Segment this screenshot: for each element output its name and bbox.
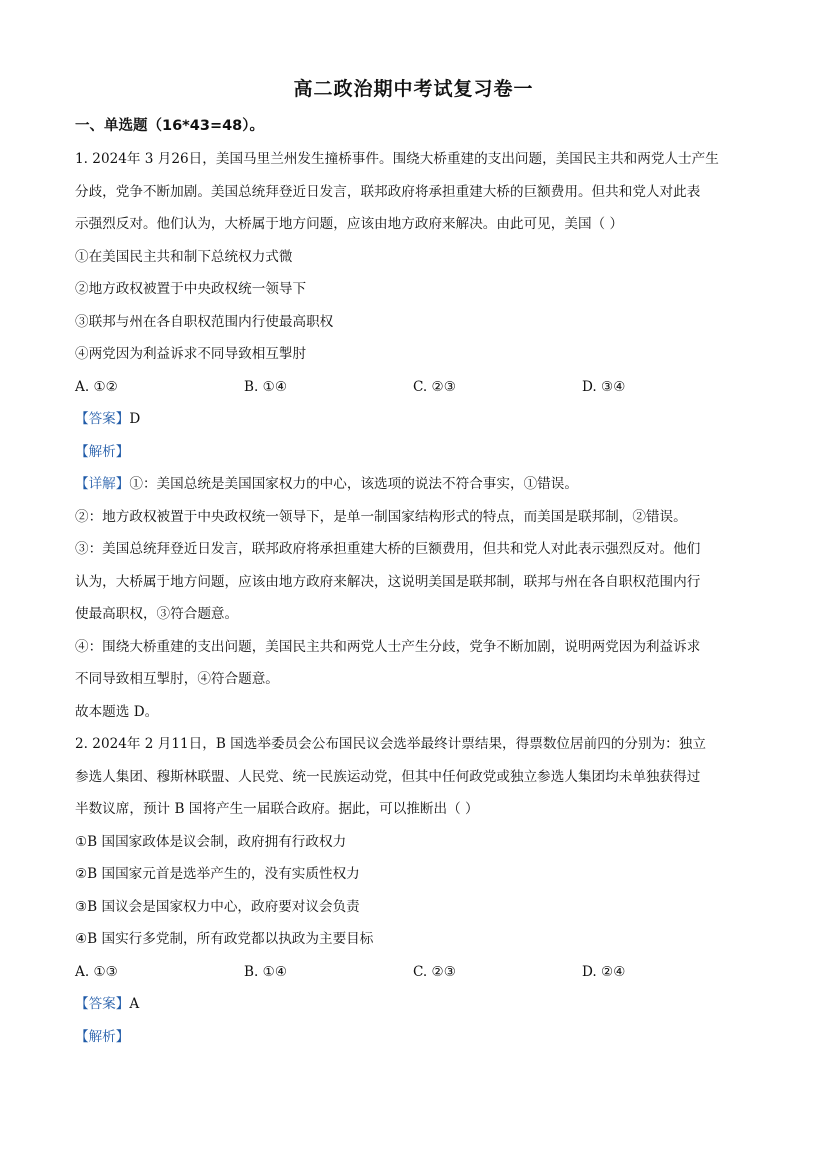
stem-line: 分歧，党争不断加剧。美国总统拜登近日发言，联邦政府将承担重建大桥的巨额费用。但共和党人对此表 [75, 183, 701, 200]
conclusion-line: 故本题选 D。 [75, 703, 159, 720]
detail-line: ④：围绕大桥重建的支出问题，美国民主共和两党人士产生分歧，党争不断加剧，说明两党因为利益诉求 [75, 638, 701, 655]
stem-line: 1. 2024年 3 月26日，美国马里兰州发生撞桥事件。围绕大桥重建的支出问题，美国民主共和两党人士产生 [75, 151, 719, 167]
detail-line: 不同导致相互掣肘，④符合题意。 [75, 671, 279, 687]
option-c: C. ②③ [413, 963, 456, 980]
stem-line: 半数议席，预计 B 国将产生一届联合政府。据此，可以推断出（ ） [75, 801, 479, 817]
statement-4: ④两党因为利益诉求不同导致相互掣肘 [75, 346, 307, 362]
section-heading: 一、单选题（16*43=48）。 [75, 118, 265, 134]
stem-line: 示强烈反对。他们认为，大桥属于地方问题，应该由地方政府来解决。由此可见，美国（ ） [75, 216, 624, 232]
detail-line: 认为，大桥属于地方问题，应该由地方政府来解决，这说明美国是联邦制，联邦与州在各自职权范围内行 [75, 573, 701, 590]
option-b: B. ①④ [244, 963, 288, 980]
page-title: 高二政治期中考试复习卷一 [293, 78, 534, 100]
detail-line: ②：地方政权被置于中央政权统一领导下，是单一制国家结构形式的特点，而美国是联邦制，②错误。 [75, 508, 687, 525]
question-1 [75, 143, 755, 728]
statement-1: ①B 国国家政体是议会制，政府拥有行政权力 [75, 833, 347, 850]
option-a: A. ①③ [75, 963, 118, 980]
statement-3: ③B 国议会是国家权力中心，政府要对议会负责 [75, 898, 360, 915]
question-2 [75, 728, 755, 1053]
answer-value: A [129, 996, 140, 1012]
option-b: B. ①④ [244, 378, 288, 395]
answer-value: D [129, 411, 141, 427]
question-stem [75, 143, 755, 241]
detail-line: ③：美国总统拜登近日发言，联邦政府将承担重建大桥的巨额费用，但共和党人对此表示强烈反对。他们 [75, 541, 701, 557]
detail-tag: 【详解】 [75, 476, 130, 492]
answer-line [75, 403, 755, 436]
detail-line [75, 468, 755, 501]
answer-line [75, 988, 755, 1021]
analysis-line [75, 1021, 755, 1054]
question-stem [75, 728, 755, 826]
detail-line: 使最高职权，③符合题意。 [75, 606, 239, 622]
detail-text: ①：美国总统是美国国家权力的中心，该选项的说法不符合事实，①错误。 [129, 476, 578, 492]
option-d: D. ②④ [582, 963, 626, 980]
analysis-tag: 【解析】 [75, 443, 130, 460]
answer-tag: 【答案】 [75, 411, 130, 427]
analysis-tag: 【解析】 [75, 1028, 130, 1045]
option-d: D. ③④ [582, 378, 626, 395]
document-body [75, 143, 755, 1053]
stem-line: 2. 2024年 2 月11日，B 国选举委员会公布国民议会选举最终计票结果，得票数位居前四的分别为：独立 [75, 736, 706, 752]
answer-options [75, 371, 755, 404]
statement-4: ④B 国实行多党制，所有政党都以执政为主要目标 [75, 931, 374, 947]
option-a: A. ①② [75, 378, 118, 395]
analysis-line [75, 436, 755, 469]
stem-line: 参选人集团、穆斯林联盟、人民党、统一民族运动党，但其中任何政党或独立参选人集团均未单独获得过 [75, 768, 701, 785]
statement-2: ②B 国国家元首是选举产生的，没有实质性权力 [75, 866, 360, 882]
answer-tag: 【答案】 [75, 996, 130, 1012]
statement-2: ②地方政权被置于中央政权统一领导下 [75, 281, 307, 297]
option-c: C. ②③ [413, 378, 456, 395]
statement-3: ③联邦与州在各自职权范围内行使最高职权 [75, 313, 334, 330]
answer-options [75, 956, 755, 989]
statement-1: ①在美国民主共和制下总统权力式微 [75, 248, 293, 265]
